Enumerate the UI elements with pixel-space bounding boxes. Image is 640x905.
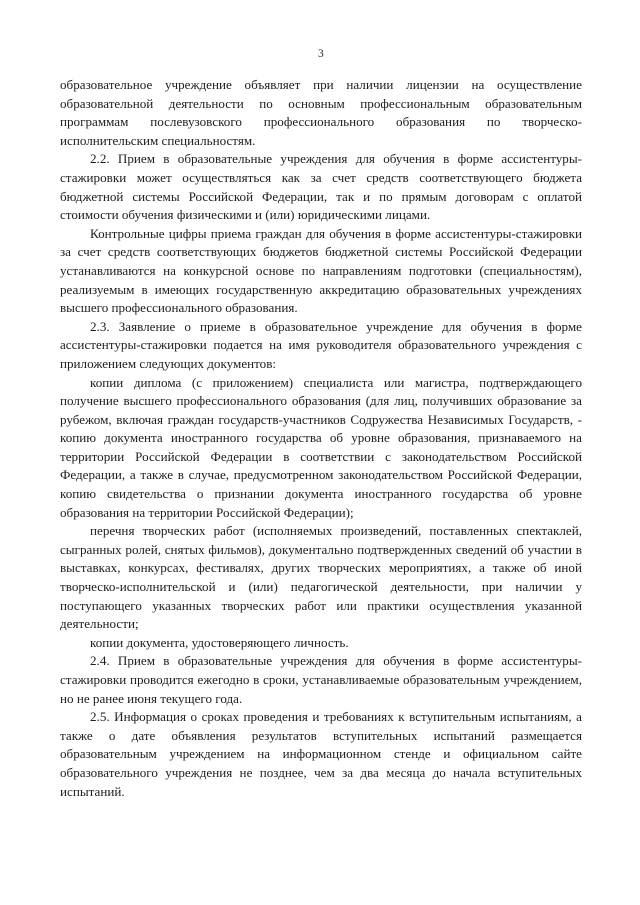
paragraph-id-copy: копии документа, удостоверяющего личность. bbox=[90, 634, 349, 650]
paragraph-intro: образовательное учреждение объявляет при наличии лицензии на осуществление образовательной деятельности по основным профессиональным образовательным программам послевузовского профессионального образования по творческо-исполнительским специальностям. bbox=[60, 77, 582, 148]
paragraph-2-4: 2.4. Прием в образовательные учреждения для обучения в форме ассистентуры-стажировки проводится ежегодно в сроки, устанавливаемые образовательным учреждением, но не ранее июня текущего года. bbox=[60, 653, 582, 706]
paragraph-2-2: 2.2. Прием в образовательные учреждения для обучения в форме ассистентуры-стажировки может осуществляться как за счет средств соответствующего бюджета бюджетной системы Российской Федерации, так и по прямым договорам с оплатой стоимости обучения физическими и (или) юридическими лицами. bbox=[60, 151, 582, 223]
document-body bbox=[60, 76, 582, 801]
page-number: 3 bbox=[318, 48, 324, 60]
paragraph-copies-diploma: копии диплома (с приложением) специалиста или магистра, подтверждающего получение высшего профессионального образования (для лиц, получивших образование за рубежом, включая граждан государств-участников Содружества Независимых Государств, - копию документа иностранного государства об уровне образования, признаваемого на территории Российской Федерации в соответствии с законодательством Российской Федерации, а также в случае, предусмотренном законодательством Российской Федерации, копию свидетельства о признании документа иностранного государства об уровне образования на территории Российской Федерации); bbox=[60, 374, 582, 520]
paragraph-control-figures: Контрольные цифры приема граждан для обучения в форме ассистентуры-стажировки за счет средств соответствующих бюджетов бюджетной системы Российской Федерации устанавливаются на конкурсной основе по направлениям подготовки (специальностям), реализуемым в имеющих государственную аккредитацию образовательных учреждениях высшего профессионального образования. bbox=[60, 225, 582, 316]
paragraph-2-3: 2.3. Заявление о приеме в образовательное учреждение для обучения в форме ассистентуры-стажировки подается на имя руководителя образовательного учреждения с приложением следующих документов: bbox=[60, 318, 582, 371]
paragraph-list-works: перечня творческих работ (исполняемых произведений, поставленных спектаклей, сыгранных ролей, снятых фильмов), документально подтвержденных сведений об участии в выставках, конкурсах, фестивалях, других творческих мероприятиях, а также об иной творческо-исполнительской и (или) педагогической деятельности, при наличии у поступающего указанных творческих работ или практики осуществления указанной деятельности; bbox=[60, 523, 582, 632]
paragraph-2-5: 2.5. Информация о сроках проведения и требованиях к вступительным испытаниям, а также о дате объявления результатов вступительных испытаний размещается образовательным учреждением на информационном стенде и официальном сайте образовательного учреждения не позднее, чем за два месяца до начала вступительных испытаний. bbox=[60, 709, 582, 799]
